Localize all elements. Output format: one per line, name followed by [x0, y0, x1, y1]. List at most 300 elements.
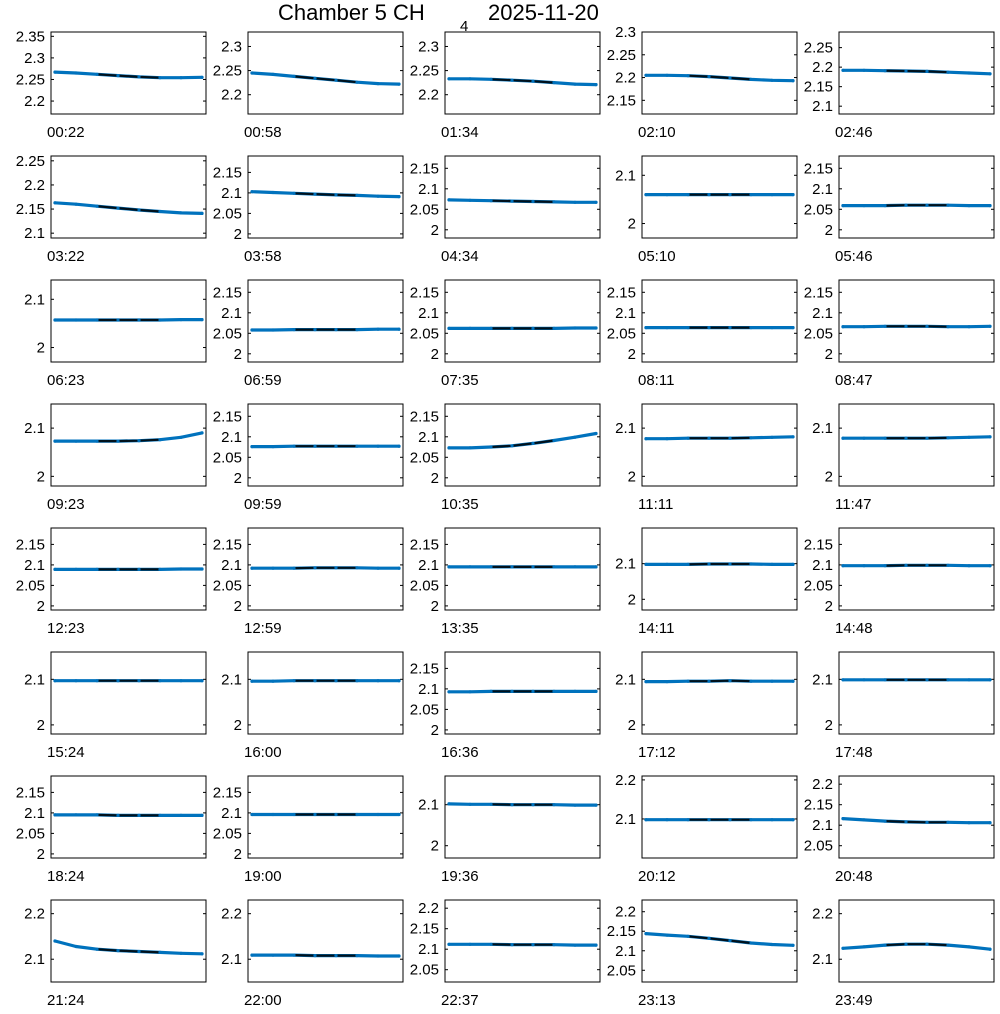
panel-time-label: 02:10	[638, 124, 676, 141]
data-point	[531, 200, 534, 203]
panel-axes-box	[642, 528, 797, 610]
panel-01:34	[410, 32, 600, 141]
y-tick-label: 2.1	[24, 805, 45, 822]
panel-time-label: 06:59	[244, 372, 282, 389]
y-tick-label: 2	[431, 470, 439, 487]
y-tick-label: 2.2	[812, 776, 833, 793]
data-point	[573, 565, 576, 568]
data-point	[883, 564, 886, 567]
y-tick-label: 2	[825, 346, 833, 363]
data-point	[271, 191, 274, 194]
panel-12:59	[213, 528, 403, 637]
y-tick-label: 2.2	[812, 59, 833, 76]
chart-title-date: 2025-11-20	[488, 0, 599, 25]
y-tick-label: 2.1	[615, 305, 636, 322]
data-point	[552, 200, 555, 203]
data-point	[841, 678, 844, 681]
data-point	[292, 954, 295, 957]
data-point	[904, 820, 907, 823]
y-tick-label: 2.1	[221, 429, 242, 446]
highlight-segment	[885, 821, 948, 822]
y-tick-label: 2.05	[804, 201, 833, 218]
data-point	[946, 564, 949, 567]
data-point	[925, 943, 928, 946]
data-point	[594, 944, 597, 947]
data-point	[271, 567, 274, 570]
data-point	[665, 934, 668, 937]
panel-time-label: 17:48	[835, 744, 873, 761]
y-tick-label: 2.2	[24, 93, 45, 110]
data-point	[74, 71, 77, 74]
data-point	[397, 195, 400, 198]
data-point	[967, 325, 970, 328]
y-tick-label: 2.05	[410, 701, 439, 718]
data-point	[355, 81, 358, 84]
data-point	[904, 69, 907, 72]
y-tick-label: 2.15	[410, 536, 439, 553]
panel-time-label: 16:00	[244, 744, 282, 761]
y-tick-label: 2.1	[812, 305, 833, 322]
data-point	[447, 690, 450, 693]
data-point	[74, 440, 77, 443]
y-tick-label: 2	[431, 346, 439, 363]
data-point	[770, 436, 773, 439]
data-point	[594, 326, 597, 329]
panel-axes-box	[445, 776, 600, 858]
panel-time-label: 21:24	[47, 992, 85, 1009]
data-point	[271, 813, 274, 816]
data-point	[250, 71, 253, 74]
data-point	[988, 72, 991, 75]
panel-16:36	[410, 652, 600, 761]
data-point	[791, 79, 794, 82]
y-tick-label: 2.1	[24, 225, 45, 242]
y-tick-label: 2.05	[16, 577, 45, 594]
data-point	[883, 678, 886, 681]
data-point	[644, 818, 647, 821]
y-tick-label: 2.15	[410, 921, 439, 938]
y-tick-label: 2.15	[804, 284, 833, 301]
data-point	[925, 70, 928, 73]
data-point	[510, 327, 513, 330]
data-point	[447, 802, 450, 805]
data-point	[250, 190, 253, 193]
data-point	[158, 76, 161, 79]
data-point	[271, 680, 274, 683]
data-point	[447, 446, 450, 449]
data-point	[552, 943, 555, 946]
panel-02:46	[804, 32, 994, 141]
data-point	[137, 318, 140, 321]
data-point	[158, 318, 161, 321]
data-point	[594, 201, 597, 204]
data-point	[95, 948, 98, 951]
data-point	[376, 813, 379, 816]
y-tick-label: 2.3	[24, 50, 45, 67]
panel-axes-box	[445, 32, 600, 114]
data-point	[686, 437, 689, 440]
panel-14:11	[615, 528, 797, 637]
panel-04:34	[410, 156, 600, 265]
panel-axes-box	[248, 652, 403, 734]
data-point	[791, 563, 794, 566]
y-tick-label: 2.05	[804, 325, 833, 342]
data-point	[468, 803, 471, 806]
data-point	[200, 814, 203, 817]
data-point	[292, 192, 295, 195]
data-point	[74, 679, 77, 682]
data-point	[250, 567, 253, 570]
data-point	[53, 679, 56, 682]
y-tick-label: 2.05	[410, 325, 439, 342]
y-tick-label: 2.1	[418, 305, 439, 322]
data-point	[707, 326, 710, 329]
data-point	[468, 327, 471, 330]
y-tick-label: 2.05	[410, 577, 439, 594]
y-tick-label: 2.1	[221, 805, 242, 822]
y-tick-label: 2	[628, 346, 636, 363]
data-point	[292, 567, 295, 570]
data-point	[728, 562, 731, 565]
y-tick-label: 2	[37, 846, 45, 863]
data-point	[904, 943, 907, 946]
data-point	[447, 943, 450, 946]
y-tick-label: 2.1	[812, 181, 833, 198]
data-point	[313, 328, 316, 331]
data-point	[573, 83, 576, 86]
data-point	[271, 328, 274, 331]
panel-06:23	[24, 280, 206, 389]
y-tick-label: 2.1	[24, 420, 45, 437]
data-point	[665, 563, 668, 566]
data-point	[707, 75, 710, 78]
data-point	[397, 445, 400, 448]
data-point	[946, 71, 949, 74]
data-point	[179, 952, 182, 955]
y-tick-label: 2.2	[221, 87, 242, 104]
y-tick-label: 2.15	[410, 408, 439, 425]
y-tick-label: 2.05	[213, 205, 242, 222]
data-point	[489, 199, 492, 202]
data-point	[531, 80, 534, 83]
y-tick-label: 2	[234, 846, 242, 863]
data-point	[53, 318, 56, 321]
y-tick-label: 2.1	[812, 817, 833, 834]
data-point	[200, 952, 203, 955]
data-point	[355, 445, 358, 448]
panel-grid	[16, 24, 994, 1009]
data-point	[644, 932, 647, 935]
data-point	[707, 818, 710, 821]
data-point	[334, 954, 337, 957]
data-point	[728, 326, 731, 329]
data-point	[137, 75, 140, 78]
panel-time-label: 05:10	[638, 248, 676, 265]
data-point	[74, 813, 77, 816]
panel-time-label: 03:58	[244, 248, 282, 265]
panel-05:46	[804, 156, 994, 265]
data-point	[489, 803, 492, 806]
data-point	[397, 328, 400, 331]
y-tick-label: 2.15	[213, 284, 242, 301]
panel-time-label: 05:46	[835, 248, 873, 265]
y-tick-label: 2.05	[607, 962, 636, 979]
data-point	[925, 678, 928, 681]
data-point	[116, 949, 119, 952]
panel-axes-box	[642, 280, 797, 362]
y-tick-label: 2.1	[812, 557, 833, 574]
panel-03:58	[213, 156, 403, 265]
series-line	[449, 434, 596, 448]
data-point	[749, 680, 752, 683]
data-point	[200, 567, 203, 570]
panel-16:00	[221, 652, 403, 761]
panel-20:48	[804, 776, 994, 885]
panel-axes-box	[248, 280, 403, 362]
y-tick-label: 2.1	[812, 951, 833, 968]
panel-10:35	[410, 404, 600, 513]
y-tick-label: 2.1	[615, 167, 636, 184]
y-tick-label: 2.1	[812, 671, 833, 688]
panel-axes-box	[839, 652, 994, 734]
data-point	[946, 325, 949, 328]
y-tick-label: 2.1	[221, 671, 242, 688]
data-point	[707, 680, 710, 683]
data-point	[250, 813, 253, 816]
y-tick-label: 2.1	[24, 557, 45, 574]
panel-axes-box	[839, 280, 994, 362]
y-tick-label: 2	[825, 468, 833, 485]
panel-18:24	[16, 776, 206, 885]
y-tick-label: 2	[37, 468, 45, 485]
data-point	[292, 445, 295, 448]
y-tick-label: 2	[234, 346, 242, 363]
panel-axes-box	[642, 404, 797, 486]
panel-time-label: 15:24	[47, 744, 85, 761]
panel-time-label: 19:36	[441, 868, 479, 885]
data-point	[841, 564, 844, 567]
data-point	[179, 567, 182, 570]
data-point	[250, 680, 253, 683]
panel-03:22	[16, 153, 206, 265]
data-point	[946, 678, 949, 681]
data-point	[271, 445, 274, 448]
data-point	[116, 814, 119, 817]
data-point	[397, 954, 400, 957]
panel-time-label: 02:46	[835, 124, 873, 141]
data-point	[313, 954, 316, 957]
y-tick-label: 2.25	[410, 63, 439, 80]
data-point	[116, 207, 119, 210]
panel-23:13	[607, 900, 797, 1009]
data-point	[447, 198, 450, 201]
panel-time-label: 09:23	[47, 496, 85, 513]
y-tick-label: 2.1	[418, 557, 439, 574]
data-point	[552, 439, 555, 442]
panel-13:35	[410, 528, 600, 637]
y-tick-label: 2.25	[213, 63, 242, 80]
panel-axes-box	[51, 652, 206, 734]
panel-axes-box	[839, 528, 994, 610]
y-tick-label: 2	[628, 216, 636, 233]
data-point	[967, 821, 970, 824]
data-point	[334, 193, 337, 196]
panel-time-label: 12:59	[244, 620, 282, 637]
y-tick-label: 2.25	[16, 153, 45, 170]
data-point	[862, 437, 865, 440]
data-point	[334, 813, 337, 816]
data-point	[749, 436, 752, 439]
y-tick-label: 2.2	[615, 904, 636, 921]
data-point	[925, 325, 928, 328]
data-point	[271, 73, 274, 76]
data-point	[510, 79, 513, 82]
panel-02:10	[607, 24, 797, 141]
data-point	[355, 679, 358, 682]
data-point	[200, 76, 203, 79]
panel-axes-box	[642, 776, 797, 858]
y-tick-label: 2.1	[615, 811, 636, 828]
data-point	[686, 818, 689, 821]
data-point	[376, 954, 379, 957]
panel-axes-box	[839, 776, 994, 858]
highlight-segment	[885, 944, 948, 945]
panel-time-label: 20:12	[638, 868, 676, 885]
data-point	[883, 325, 886, 328]
y-tick-label: 2.1	[615, 943, 636, 960]
data-point	[594, 432, 597, 435]
y-tick-label: 2.1	[418, 797, 439, 814]
y-tick-label: 2.15	[410, 660, 439, 677]
panel-time-label: 14:48	[835, 620, 873, 637]
data-point	[531, 943, 534, 946]
data-point	[552, 81, 555, 84]
data-point	[313, 813, 316, 816]
data-point	[791, 680, 794, 683]
data-point	[179, 211, 182, 214]
data-point	[468, 446, 471, 449]
y-tick-label: 2.15	[213, 164, 242, 181]
data-point	[967, 945, 970, 948]
data-point	[552, 565, 555, 568]
y-tick-label: 2.1	[615, 671, 636, 688]
data-point	[158, 210, 161, 213]
y-tick-label: 2.15	[607, 923, 636, 940]
data-point	[376, 328, 379, 331]
data-point	[334, 566, 337, 569]
panel-axes-box	[445, 528, 600, 610]
data-point	[573, 436, 576, 439]
data-point	[489, 327, 492, 330]
data-point	[686, 74, 689, 77]
data-point	[53, 568, 56, 571]
data-point	[531, 327, 534, 330]
y-tick-label: 2.05	[410, 201, 439, 218]
panel-time-label: 19:00	[244, 868, 282, 885]
y-tick-label: 2.05	[213, 325, 242, 342]
data-point	[707, 437, 710, 440]
panel-axes-box	[642, 156, 797, 238]
y-tick-label: 2.15	[804, 79, 833, 96]
data-point	[925, 204, 928, 207]
data-point	[841, 947, 844, 950]
data-point	[665, 74, 668, 77]
data-point	[644, 680, 647, 683]
data-point	[137, 814, 140, 817]
panel-23:49	[812, 900, 994, 1009]
y-tick-label: 2.2	[615, 70, 636, 87]
data-point	[53, 201, 56, 204]
y-tick-label: 2.1	[24, 671, 45, 688]
data-point	[334, 679, 337, 682]
data-point	[489, 690, 492, 693]
data-point	[468, 199, 471, 202]
panel-time-label: 10:35	[441, 496, 479, 513]
data-point	[489, 943, 492, 946]
data-point	[728, 437, 731, 440]
y-tick-label: 2.05	[410, 962, 439, 979]
data-point	[250, 954, 253, 957]
data-point	[179, 318, 182, 321]
y-tick-label: 2.2	[221, 906, 242, 923]
panel-time-label: 00:58	[244, 124, 282, 141]
data-point	[883, 69, 886, 72]
data-point	[137, 950, 140, 953]
data-point	[137, 679, 140, 682]
data-point	[552, 690, 555, 693]
y-tick-label: 2.15	[213, 408, 242, 425]
data-point	[376, 82, 379, 85]
data-point	[397, 679, 400, 682]
data-point	[749, 326, 752, 329]
data-point	[594, 690, 597, 693]
y-tick-label: 2.15	[213, 536, 242, 553]
y-tick-label: 2.15	[16, 536, 45, 553]
y-tick-label: 2.35	[16, 28, 45, 45]
data-point	[862, 69, 865, 72]
panel-08:47	[804, 280, 994, 389]
y-tick-label: 2	[234, 470, 242, 487]
panel-axes-box	[839, 156, 994, 238]
data-point	[137, 439, 140, 442]
data-point	[510, 200, 513, 203]
panel-axes-box	[642, 652, 797, 734]
y-tick-label: 2	[431, 598, 439, 615]
data-point	[531, 690, 534, 693]
data-point	[376, 567, 379, 570]
data-point	[573, 326, 576, 329]
data-point	[552, 803, 555, 806]
y-tick-label: 2.1	[221, 951, 242, 968]
highlight-segment	[97, 206, 160, 211]
data-point	[573, 944, 576, 947]
data-point	[644, 326, 647, 329]
highlight-segment	[688, 681, 751, 682]
data-point	[179, 814, 182, 817]
data-point	[489, 445, 492, 448]
data-point	[376, 195, 379, 198]
data-point	[925, 564, 928, 567]
data-point	[510, 690, 513, 693]
data-point	[967, 71, 970, 74]
y-tick-label: 2	[628, 717, 636, 734]
data-point	[749, 941, 752, 944]
data-point	[791, 193, 794, 196]
data-point	[179, 76, 182, 79]
panel-time-label: 08:11	[638, 372, 674, 389]
data-point	[749, 818, 752, 821]
data-point	[510, 565, 513, 568]
